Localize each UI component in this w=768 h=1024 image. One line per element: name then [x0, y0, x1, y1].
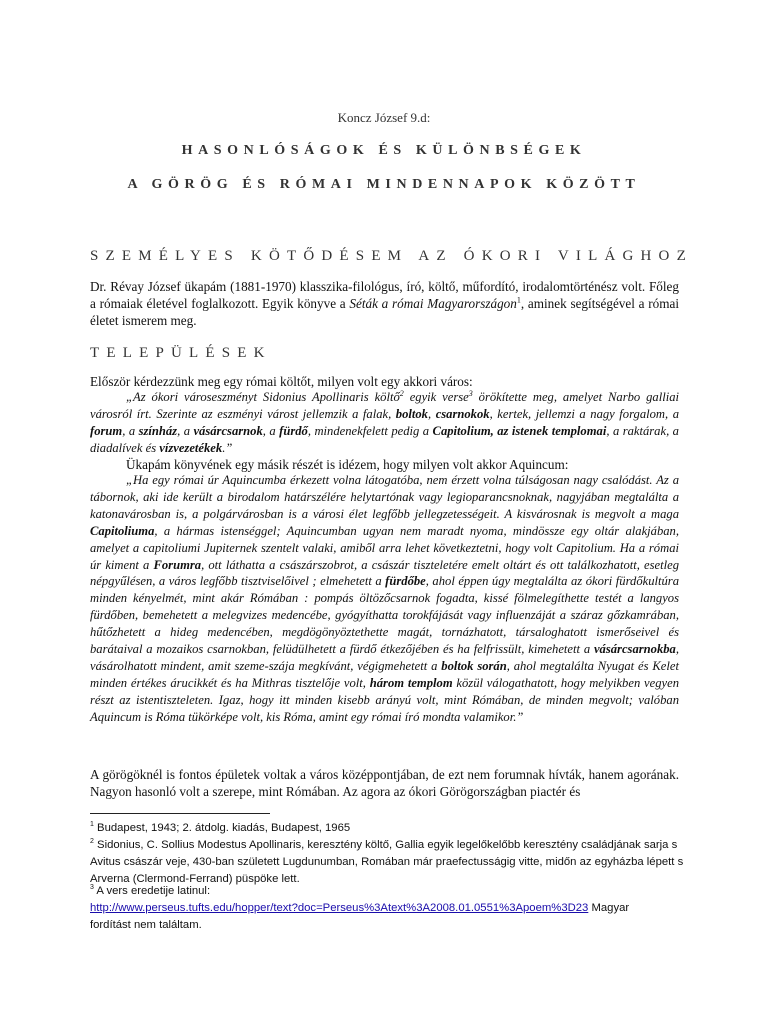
title-line-2: A GÖRÖG ÉS RÓMAI MINDENNAPOK KÖZÖTT	[127, 177, 641, 192]
footnote-1: $^1$ Budapest, 1943; 2. átdolg. kiadás, Budapest, 1965	[90, 821, 351, 834]
footnote-ref-3: 3	[468, 388, 473, 398]
footnote-ref-1: 1	[516, 295, 521, 305]
title-line-1: HASONLÓSÁGOK ÉS KÜLÖNBSÉGEK	[181, 143, 587, 158]
footnote-separator	[90, 813, 270, 814]
footnote-3: $^3$ A vers eredetije latinul: http://www.perseus.tufts.edu/hopper/text?doc=Perseus%3Atext%3A2008.01.0551%3Apoem%3D23 Magyar fordítást nem találtam.	[90, 884, 630, 931]
section-heading-settlements: TELEPÜLÉSEK	[90, 345, 272, 361]
paragraph-second-intro: Ükapám könyvének egy másik részét is idézem, hogy milyen volt akkor Aquincum:	[126, 457, 569, 472]
paragraph-agora: A görögöknél is fontos épületek voltak a város középpontjában, de ezt nem forumnak hívták, hanem agorának. Nagyon hasonló volt a szerepe, mint Rómában. Az agora az ókori Görögországban piactér és	[90, 767, 679, 800]
quote-sidonius: „Az ókori városeszményt Sidonius Apollinaris költő$^2$ egyik verse$^3$ örökítette meg, amelyet Narbo galliai városról írt. Szerinte az eszményi várost jellemzik a falak, boltok, csarnokok, kertek, jellemzi a nagy forgalom, a forum, a színház, a vásárcsarnok, a fürdő, mindenekfelett pedig a Capitolium, az istenek templomai, a raktárak, a diadalívek és vízvezetékek.”	[90, 388, 679, 455]
paragraph-intro: Először kérdezzünk meg egy római költőt, milyen volt egy akkori város:	[90, 374, 473, 389]
paragraph-personal: Dr. Révay József ükapám (1881-1970) klasszika-filológus, író, költő, műfordító, irodalomtörténész volt. Főleg a rómaiak életével foglalkozott. Egyik könyve a Séták a római Magyarországon$^1$, aminek segítségével a római életet ismerem meg.	[90, 279, 679, 329]
perseus-link[interactable]: http://www.perseus.tufts.edu/hopper/text?doc=Perseus%3Atext%3A2008.01.0551%3Apoem%3D23	[90, 901, 589, 914]
quote-aquincum: „Ha egy római úr Aquincumba érkezett volna látogatóba, nem érzett volna túlságosan nagy csalódást. Az a tábornok, aki ide került a birodalom határszélére helytartónak vagy legioparancsnoknak, nagyjában megtalálta a katonavárosban is, a polgárvárosban is a városi élet legfőbb jellegzetességeit. A kisvárosnak is megvolt a maga Capitoliuma, a hármas istenséggel; Aquincumban ugyan nem maradt nyoma, mindössze egy oltár alakjában, amelyet a capitoliumi Jupiternek szentelt valaki, amiből arra lehet következtetni, hogy volt Capitolium. Ha a római úr kiment a Forumra, ott láthatta a császárszobrot, a császár tiszteletére emelt oltárt és ott találkozhatott, esetleg népgyűlésen, a város legfőbb tisztviselőivel ; elmehetett a fürdőbe, ahol éppen úgy megtalálta az ókori fürdőkultúra minden kényelmét, mint akár Rómában : pompás öltözőcsarnok fogadta, kissé fölmelegíthette testét a langyos fürdőben, bemehetett a melegvizes medencébe, gyógyíthatta torokfájását vagy influenzáját a száraz gőzkamrában, hűtőzhetett a hideg medencében, megdögönyöztethette magát, tornázhatott, társaloghatott ismerőseivel és barátaival a mozaikos csarnokban, felüdülhetett a fürdő étkezőjében és ha felfrissült, kimehetett a vásárcsarnokba, vásárolhatott mindent, amit szeme-szája megkívánt, végigmehetett a boltok során, ahol megtalálta Nyugat és Kelet minden értékes árucikkét és ha Mithras tisztelője volt, három templom közül válogathatott, hogy melyikben vegyen részt az istentiszteleten. Igaz, hogy itt minden kisebb arányú volt, mint Rómában, de minden megvolt; valóban Aquincum is Róma tükörképe volt, kis Róma, amint egy római író mondta valamikor.”	[90, 473, 679, 724]
footnote-ref-2: 2	[399, 388, 404, 398]
book-title: Séták a római Magyarországon	[349, 296, 517, 312]
author-line: Koncz József 9.d:	[337, 110, 431, 125]
footnote-2: $^2$ Sidonius, C. Sollius Modestus Apollinaris, keresztény költő, Gallia egyik legelőkelőbb keresztény családjának sarja s Avitus császár veje, 430-ban született Lugdunumban, Romában már praefectusságig vitte, midőn az egyházba lépett s Arverna (Clermond-Ferrand) püspöke lett.	[90, 838, 684, 885]
section-heading-personal: SZEMÉLYES KÖTŐDÉSEM AZ ÓKORI VILÁGHOZ	[90, 248, 693, 264]
